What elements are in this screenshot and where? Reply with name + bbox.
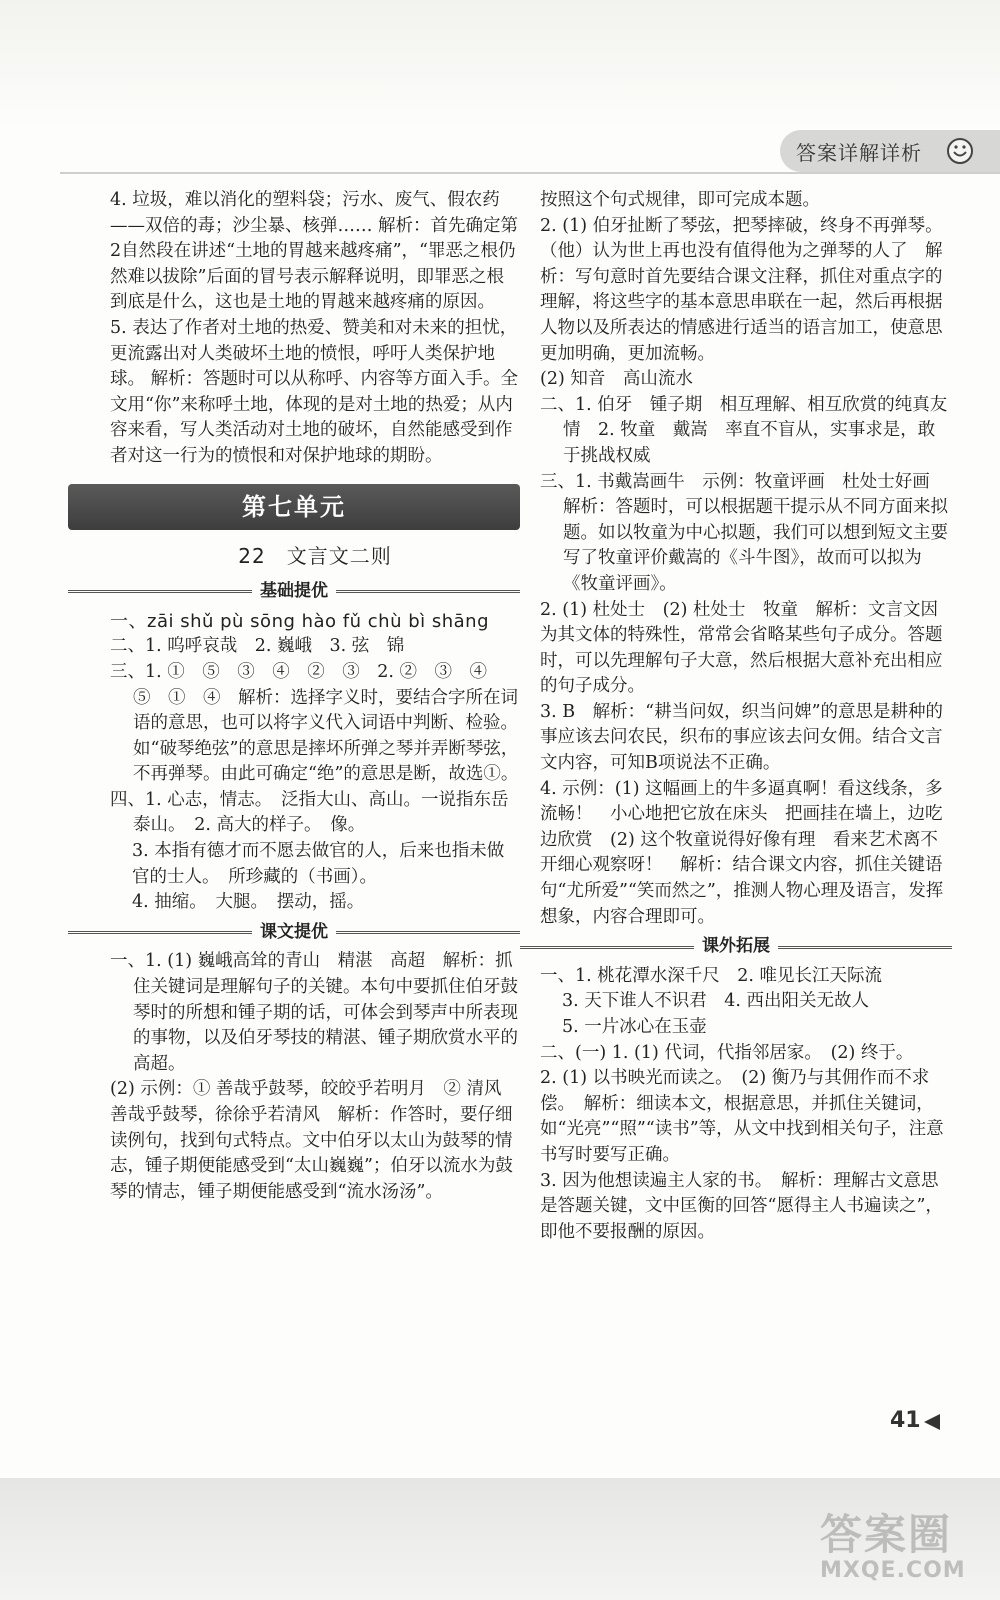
right-column [540,188,950,1245]
answer-e5: 2. (1) 以书映光而读之。 (2) 衡乃与其佣作而不求偿。 解析：细读本文，根据意思，并抓住关键词，如“光亮”“照”“读书”等，从文中找到相关句子，注意书写时要写正确。 [540,1068,944,1165]
section-header-basic [68,579,520,605]
answer-text-1: 一、1. (1) 巍峨高耸的青山 精湛 高超 解析：抓住关键词是理解句子的关键。本句中要抓住伯牙鼓琴时的所想和锺子期的话，可体会到琴声中所表现的事物，以及伯牙琴技的精湛、锺子期欣赏水平的高超。 [110,951,518,1074]
answer-r1: 按照这个句式规律，即可完成本题。 [540,190,820,210]
answer-r3: (2) 知音 高山流水 [540,369,693,390]
answer-e3: 5. 一片冰心在玉壶 [562,1017,707,1037]
answer-5: 5. 表达了作者对土地的热爱、赞美和对未来的担忧，更流露出对人类破坏土地的愤恨，呼吁人类保护地球。 解析：答题时可以从称呼、内容等方面入手。全文用“你”来称呼土地，体现的是对土地的热爱；从内容来看，写人类活动对土地的破坏，自然能感受到作者对这一行为的愤恨和对保护地球的期盼。 [110,317,519,466]
smiley-icon [946,137,974,165]
answer-pinyin: 一、zāi shǔ pù sōng hào fǔ chù bì shāng [110,610,489,632]
watermark-bottom: MXQE.COM [820,1558,966,1583]
section-title: 课文提优 [260,921,328,942]
answer-text-2: (2) 示例：① 善哉乎鼓琴，皎皎乎若明月 ② 清风 善哉乎鼓琴，徐徐乎若清风 解析：作答时，要仔细读例句，找到句式特点。文中伯牙以太山为鼓琴的情志，锺子期便能感受到“太山巍巍”；伯牙以流水为鼓琴的情志，锺子期便能感受到“流水汤汤”。 [110,1079,519,1202]
section-title: 基础提优 [260,581,328,602]
answer-r6: 2. (1) 杜处士 (2) 杜处士 牧童 解析：文言文因为其文体的特殊性，常常会省略某些句子成分。答题时，可以先理解句子大意，然后根据大意补充出相应的句子成分。 [540,599,943,697]
page-number: 41 [890,1408,921,1433]
section-header-text [68,920,520,946]
lesson-title: 22 文言文二则 [238,543,392,568]
header-rule [60,172,1000,174]
answer-definitions: 四、1. 心志，情志。 泛指大山、高山。一说指东岳泰山。 2. 高大的样子。 像。 [110,789,509,836]
answer-r8: 4. 示例：(1) 这幅画上的牛多逼真啊！看这线条，多流畅！ 小心地把它放在床头 把画挂在墙上，边吃边欣赏 (2) 这个牧童说得好像有理 看来艺术离不开细心观察呀！ 解析：结合课文内容，抓住关键语句“尤所爱”“笑而然之”，推测人物心理及语言，发挥想象，内容合理即可。 [540,778,944,927]
answer-e6: 3. 因为他想读遍主人家的书。 解析：理解古文意思是答题关键，文中匡衡的回答“愿得主人书遍读之”，即他不要报酬的原因。 [540,1170,943,1242]
section-title: 课外拓展 [702,936,770,957]
answer-e1: 一、1. 桃花潭水深千尺 2. 唯见长江天际流 [540,965,883,986]
unit-banner: 第七单元 [68,484,520,530]
answer-meanings: 三、1. ① ⑤ ③ ④ ② ③ 2. ② ③ ④ ⑤ ① ④ 解析：选择字义时，要结合字所在词语的意思，也可以将字义代入词语中判断、检验。如“破琴绝弦”的意思是摔坏所弹之琴并弄断琴弦，不再弹琴。由此可确定“绝”的意思是断，故选①。 [110,661,519,785]
left-column [110,188,520,1205]
header-label: 答案详解详析 [796,141,922,165]
answer-definitions-3: 3. 本指有德才而不愿去做官的人，后来也指未做官的士人。 所珍藏的（书画）。 [132,841,505,887]
top-page-band [0,0,1000,130]
answer-r5: 三、1. 书戴嵩画牛 示例：牧童评画 杜处士好画 解析：答题时，可以根据题干提示从不同方面来拟题。如以牧童为中心拟题，我们可以想到短文主要写了牧童评价戴嵩的《斗牛图》，故而可以拟为《牧童评画》。 [540,471,948,594]
answer-r2: 2. (1) 伯牙扯断了琴弦，把琴摔破，终身不再弹琴。（他）认为世上再也没有值得他为之弹琴的人了 解析：写句意时首先要结合课文注释，抓住对重点字的理解，将这些字的基本意思串联在一起，然后再根据人物以及所表达的情感进行适当的语言加工，使意思更加明确，更加流畅。 [540,215,943,364]
answer-e4: 二、(一) 1. (1) 代词，代指邻居家。 (2) 终于。 [540,1042,914,1063]
answer-words: 二、1. 呜呼哀哉 2. 巍峨 3. 弦 锦 [110,636,405,657]
triangle-left-icon [922,1412,942,1432]
answer-e2: 3. 天下谁人不识君 4. 西出阳关无故人 [562,991,870,1012]
answer-r7: 3. B 解析：“耕当问奴，织当问婢”的意思是耕种的事应该去问农民，织布的事应该去问女佣。结合文言文内容，可知B项说法不正确。 [540,701,944,774]
section-header-extension [520,934,952,960]
answer-4: 4. 垃圾，难以消化的塑料袋；污水、废气、假农药——双倍的毒；沙尘暴、核弹…… 解析：首先确定第2自然段在讲述“土地的胃越来越疼痛”，“罪恶之根仍然难以拔除”后面的冒号表示解释说明，即罪恶之根到底是什么，这也是土地的胃越来越疼痛的原因。 [110,190,519,313]
answer-r4: 二、1. 伯牙 锺子期 相互理解、相互欣赏的纯真友情 2. 牧童 戴嵩 率直不盲从，实事求是，敢于挑战权威 [540,394,948,466]
watermark [820,1502,980,1592]
answer-definitions-4: 4. 抽缩。 大腿。 摆动，摇。 [132,892,365,913]
watermark-top: 答案圈 [820,1510,953,1559]
